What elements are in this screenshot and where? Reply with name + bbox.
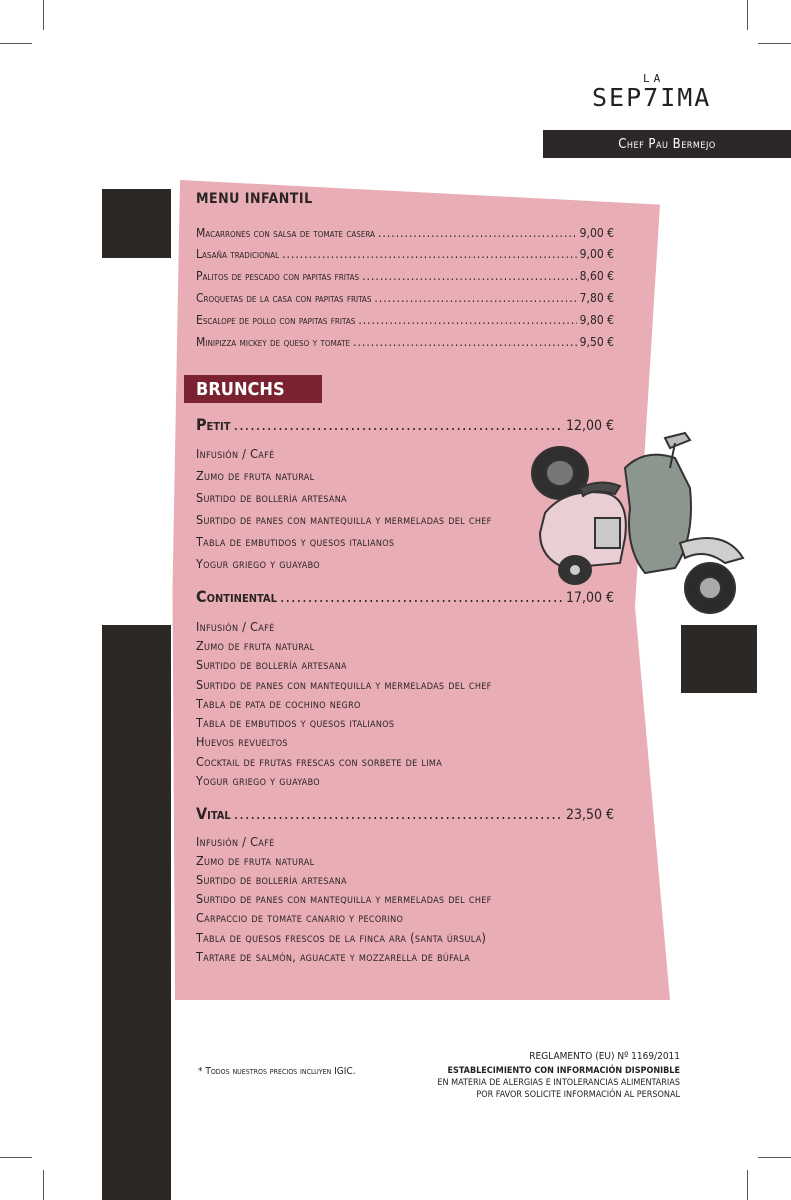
regulation-info: EN MATERIA DE ALERGIAS E INTOLERANCIAS ALIMENTARIAS (437, 1078, 680, 1088)
list-item: Surtido de panes con mantequilla y mermeladas del chef (196, 677, 492, 692)
dark-block-left-column (102, 625, 171, 1200)
logo-small-text: LA (643, 72, 665, 85)
list-item: Escalope de pollo con papitas fritas ..... 9,80 € (196, 313, 614, 327)
crop-mark (43, 0, 44, 30)
list-item: Carpaccio de tomate canario y pecorino (196, 910, 404, 925)
crop-mark (747, 1170, 748, 1200)
scooter-illustration (525, 428, 745, 628)
brunch-petit-header: Petit ..... 12,00 € (196, 415, 614, 434)
list-item: Surtido de panes con mantequilla y mermeladas del chef (196, 891, 492, 906)
footnote: * Todos nuestros precios incluyen IGIC. (198, 1066, 356, 1077)
list-item: Infusión / Café (196, 446, 275, 461)
crop-mark (0, 1157, 32, 1158)
dark-block-top-left (102, 189, 171, 258)
list-item: Yogur griego y guayabo (196, 556, 320, 571)
crop-mark (43, 1170, 44, 1200)
list-item: Lasaña tradicional ..... 9,00 € (196, 247, 614, 261)
list-item: Zumo de fruta natural (196, 853, 315, 868)
list-item: Surtido de bollería artesana (196, 490, 347, 505)
logo: SEP7IMA (592, 83, 712, 112)
crop-mark (758, 43, 791, 44)
list-item: Palitos de pescado con papitas fritas ..... 8,60 € (196, 269, 614, 283)
list-item: Tabla de quesos frescos de la finca ara (santa úrsula) (196, 930, 487, 945)
regulation-info: POR FAVOR SOLICITE INFORMACIÓN AL PERSONAL (476, 1090, 680, 1100)
regulation-title: REGLAMENTO (EU) Nº 1169/2011 (529, 1051, 680, 1062)
list-item: Huevos revueltos (196, 734, 288, 749)
crop-mark (747, 0, 748, 30)
list-item: Cocktail de frutas frescas con sorbete de lima (196, 754, 443, 769)
list-item: Yogur griego y guayabo (196, 773, 320, 788)
list-item: Zumo de fruta natural (196, 468, 315, 483)
list-item: Surtido de bollería artesana (196, 657, 347, 672)
list-item: Tabla de pata de cochino negro (196, 696, 361, 711)
chef-banner: Chef Pau Bermejo (543, 130, 791, 158)
list-item: Infusión / Café (196, 834, 275, 849)
crop-mark (0, 43, 32, 44)
list-item: Tabla de embutidos y quesos italianos (196, 715, 395, 730)
brunch-vital-header: Vital ..... 23,50 € (196, 804, 614, 823)
list-item: Tartare de salmón, aguacate y mozzarella de búfala (196, 949, 470, 964)
list-item: Surtido de bollería artesana (196, 872, 347, 887)
brunch-continental-header: Continental ..... 17,00 € (196, 587, 614, 606)
list-item: Infusión / Café (196, 619, 275, 634)
kids-menu-title: MENU INFANTIL (196, 191, 313, 207)
crop-mark (758, 1157, 791, 1158)
regulation-info: ESTABLECIMIENTO CON INFORMACIÓN DISPONIBLE (447, 1066, 680, 1076)
dark-block-right (681, 625, 757, 693)
list-item: Croquetas de la casa con papitas fritas ..... 7,80 € (196, 291, 614, 305)
list-item: Macarrones con salsa de tomate casera ..... 9,00 € (196, 226, 614, 240)
brunchs-title: BRUNCHS (184, 375, 322, 403)
list-item: Zumo de fruta natural (196, 638, 315, 653)
list-item: Minipizza mickey de queso y tomate ..... 9,50 € (196, 335, 614, 349)
list-item: Tabla de embutidos y quesos italianos (196, 534, 395, 549)
list-item: Surtido de panes con mantequilla y mermeladas del chef (196, 512, 492, 527)
